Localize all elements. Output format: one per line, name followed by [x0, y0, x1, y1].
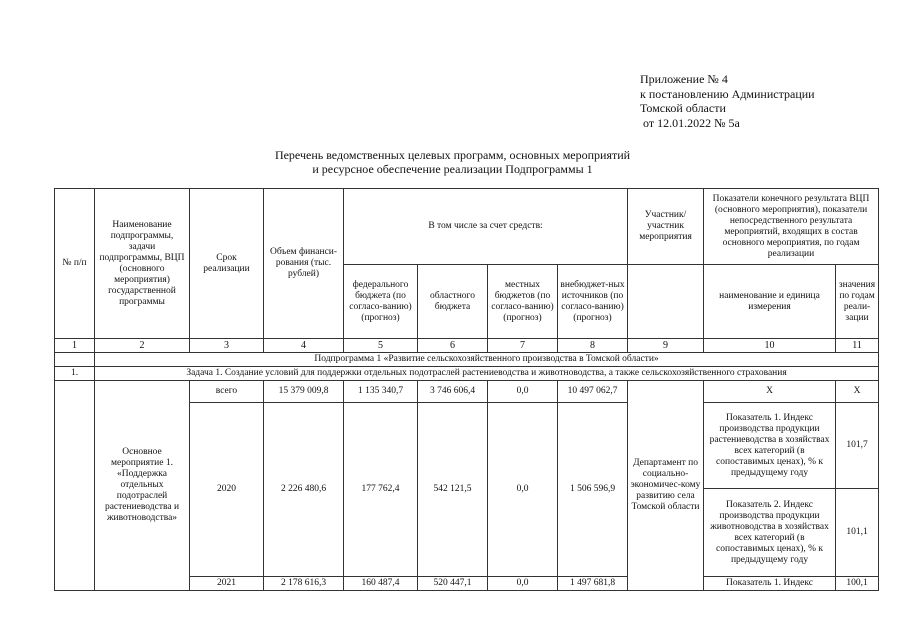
header-federal: федерального бюджета (по согласо-ванию) (прогноз) — [344, 265, 418, 339]
appendix-line: к постановлению Администрации — [640, 86, 815, 101]
header-num: № п/п — [55, 189, 95, 339]
row-federal: 177 762,4 — [344, 403, 418, 577]
row-total: 2 178 616,3 — [264, 577, 344, 591]
column-number: 5 — [344, 339, 418, 353]
header-indicators-group: Показатели конечного результата ВЦП (основного мероприятия), показатели непосредственного результата мероприятий, входящих в состав основного мероприятия, по годам реализации — [704, 189, 879, 265]
column-number: 7 — [488, 339, 558, 353]
column-number: 3 — [190, 339, 264, 353]
column-number: 8 — [558, 339, 628, 353]
row-extra: 1 497 681,8 — [558, 577, 628, 591]
activity-name: Основное мероприятие 1. «Поддержка отдельных подотраслей растениеводства и животноводства» — [95, 381, 190, 591]
column-number: 1 — [55, 339, 95, 353]
row-regional: 520 447,1 — [418, 577, 488, 591]
header-name: Наименование подпрограммы, задачи подпрограммы, ВЦП (основного мероприятия) государственной программы — [95, 189, 190, 339]
row-local: 0,0 — [488, 381, 558, 403]
column-number: 2 — [95, 339, 190, 353]
row-regional: 3 746 606,4 — [418, 381, 488, 403]
header-local: местных бюджетов (по согласо-ванию) (прогноз) — [488, 265, 558, 339]
programs-table — [54, 188, 879, 591]
appendix-line: Томской области — [640, 101, 726, 115]
title-line: Перечень ведомственных целевых программ, основных мероприятий — [274, 148, 631, 162]
row-local: 0,0 — [488, 403, 558, 577]
row-period: всего — [190, 381, 264, 403]
row-total: 15 379 009,8 — [264, 381, 344, 403]
row-regional: 542 121,5 — [418, 403, 488, 577]
column-number: 11 — [836, 339, 879, 353]
header-participant-empty — [628, 265, 704, 339]
header-indicator-name: наименование и единица измерения — [704, 265, 836, 339]
header-indicator-value: значения по годам реали-зации — [836, 265, 879, 339]
indicator-name: Показатель 1. Индекс производства продукции растениеводства в хозяйствах всех категорий (в сопоставимых ценах), % к предыдущему году — [704, 403, 836, 489]
appendix-line: от 12.01.2022 № 5а — [640, 115, 740, 130]
indicator-value: 101,1 — [836, 489, 879, 577]
title-line: и ресурсное обеспечение реализации Подпрограммы 1 — [312, 162, 593, 176]
task-title: Задача 1. Создание условий для поддержки отдельных подотраслей растениеводства и животноводства, а также сельскохозяйственного страхования — [95, 367, 879, 381]
header-extra: внебюджет-ных источников (по согласо-ванию) (прогноз) — [558, 265, 628, 339]
header-participant: Участник/ участник мероприятия — [628, 189, 704, 265]
header-total: Объем финанси-рования (тыс. рублей) — [264, 189, 344, 339]
appendix-block — [640, 72, 815, 130]
row-extra: 1 506 596,9 — [558, 403, 628, 577]
appendix-line: Приложение № 4 — [640, 72, 728, 86]
header-period: Срок реализации — [190, 189, 264, 339]
header-regional: областного бюджета — [418, 265, 488, 339]
activity-participant: Департамент по социально-экономичес-кому развитию села Томской области — [628, 381, 704, 591]
subprogram-num — [55, 353, 95, 367]
row-local: 0,0 — [488, 577, 558, 591]
document-title — [0, 148, 905, 176]
row-total: 2 226 480,6 — [264, 403, 344, 577]
column-number: 4 — [264, 339, 344, 353]
task-num: 1. — [55, 367, 95, 381]
row-extra: 10 497 062,7 — [558, 381, 628, 403]
indicator-name: Показатель 2. Индекс производства продукции животноводства в хозяйствах всех категорий (в сопоставимых ценах), % к предыдущему году — [704, 489, 836, 577]
subprogram-title: Подпрограмма 1 «Развитие сельскохозяйственного производства в Томской области» — [95, 353, 879, 367]
row-period: 2020 — [190, 403, 264, 577]
indicator-value: Х — [836, 381, 879, 403]
row-federal: 160 487,4 — [344, 577, 418, 591]
column-number: 6 — [418, 339, 488, 353]
indicator-name: Х — [704, 381, 836, 403]
indicator-name: Показатель 1. Индекс — [704, 577, 836, 591]
column-number: 10 — [704, 339, 836, 353]
header-sources-group: В том числе за счет средств: — [344, 189, 628, 265]
row-federal: 1 135 340,7 — [344, 381, 418, 403]
indicator-value: 100,1 — [836, 577, 879, 591]
indicator-value: 101,7 — [836, 403, 879, 489]
activity-num — [55, 381, 95, 591]
row-period: 2021 — [190, 577, 264, 591]
column-number: 9 — [628, 339, 704, 353]
